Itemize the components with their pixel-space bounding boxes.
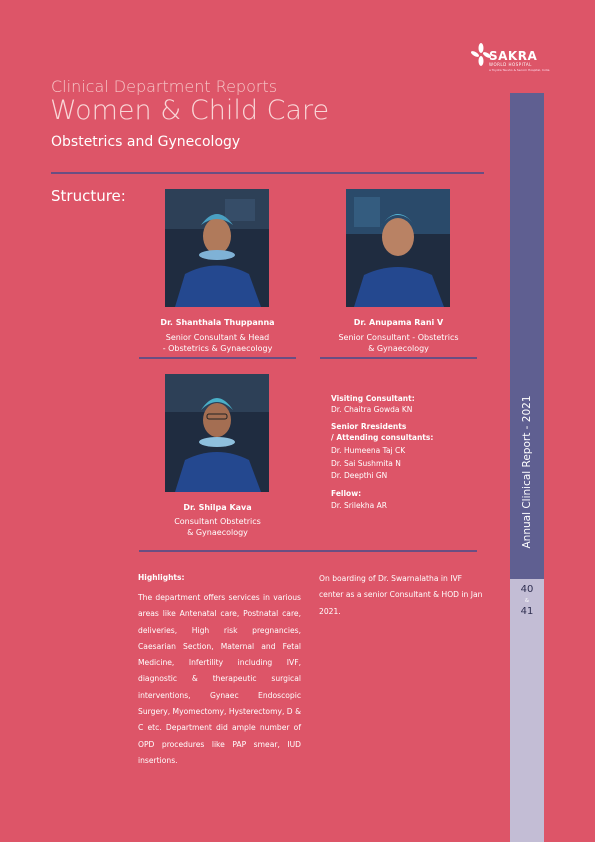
logo-wordmark: SAKRA <box>489 49 538 63</box>
residents-heading: / Attending consultants: <box>331 433 434 442</box>
doctor-photo <box>346 189 450 307</box>
doctor-name: Dr. Anupama Rani V <box>353 318 444 327</box>
doctor-role: - Obstetrics & Gynaecology <box>162 344 273 353</box>
fellow-heading: Fellow: <box>331 489 362 498</box>
doctor-name: Dr. Shanthala Thuppanna <box>160 318 275 327</box>
residents-heading: Senior Rresidents <box>331 422 407 431</box>
doctor-photo <box>165 189 269 307</box>
page-number-right: 41 <box>520 606 534 617</box>
logo-subtitle: WORLD HOSPITAL <box>489 62 532 67</box>
doctor-divider <box>320 357 477 359</box>
report-label: Annual Clinical Report - 2021 <box>521 395 533 549</box>
highlights-note: On boarding of Dr. Swarnalatha in IVF center as a senior Consultant & HOD in Jan 2021. <box>319 574 483 616</box>
visiting-name: Dr. Chaitra Gowda KN <box>331 405 413 414</box>
fellow-name: Dr. Srilekha AR <box>331 501 387 510</box>
resident-name: Dr. Deepthi GN <box>331 471 388 480</box>
doctor-role: & Gynaecology <box>368 344 429 353</box>
doctor-role: Senior Consultant - Obstetrics <box>338 333 459 342</box>
doctor-name: Dr. Shilpa Kava <box>183 503 252 512</box>
doctor-role: Consultant Obstetrics <box>174 517 261 526</box>
highlights-heading: Highlights: <box>138 573 185 582</box>
page-title: Women & Child Care <box>50 95 330 126</box>
section-kicker: Clinical Department Reports <box>51 77 278 96</box>
resident-name: Dr. Sai Sushmita N <box>331 459 401 468</box>
header-divider <box>51 172 484 174</box>
sakra-logo-mark <box>471 43 491 69</box>
doctor-photo <box>165 374 269 492</box>
highlights-body: The department offers services in various areas like Antenatal care, Postnatal care, deliveries, High risk pregnancies, Caesarian Section, Maternal and Fetal Medicine, Infertility including IVF, diagnostic & therapeutic surgical interventions, Gynaec Endoscopic Surgery, Myomectomy, Hysterectomy, D & C etc. Department did ample number of OPD procedures like PAP smear, IUD insertions. <box>138 593 301 765</box>
sidebar-band-light <box>510 579 544 842</box>
doctor-divider <box>139 357 296 359</box>
logo-tagline: a Toyota Tsusho & Secom Hospital, India <box>489 68 550 72</box>
visiting-heading: Visiting Consultant: <box>331 394 415 403</box>
page-number-left: 40 <box>520 584 534 595</box>
page-ampersand: & <box>525 598 529 604</box>
section-divider <box>139 550 477 552</box>
doctor-role: Senior Consultant & Head <box>165 333 270 342</box>
resident-name: Dr. Humeena Taj CK <box>331 446 406 455</box>
structure-label: Structure: <box>51 187 126 205</box>
page-subtitle: Obstetrics and Gynecology <box>51 134 241 150</box>
doctor-role: & Gynaecology <box>187 528 248 537</box>
